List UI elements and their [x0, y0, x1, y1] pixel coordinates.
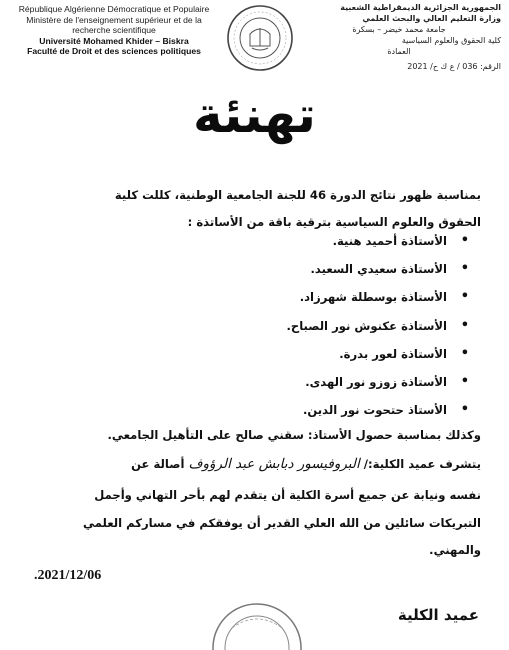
bullet-icon: • — [460, 233, 469, 248]
header-right — [311, 2, 501, 72]
dean-name: البروفيسور دبابش عبد الرؤوف — [188, 456, 360, 472]
list-item: • الأستاذة بوسطلة شهرزاد. — [127, 283, 447, 311]
header-right-line: وزارة التعليم العالي والبحث العلمي — [362, 14, 501, 23]
dean-line-suffix: أصالة عن — [131, 457, 185, 471]
reference-number: الرقم: 036 / ع ك ح/ 2021 — [407, 62, 501, 71]
closing-line: نفسه ونيابة عن جميع أسرة الكلية أن يتقدم لهم بأحر التهاني وأجمل — [94, 488, 481, 502]
bullet-icon: • — [460, 289, 469, 305]
list-item: • الأستاذ حتحوت نور الدين. — [127, 396, 447, 424]
header-left-line: Ministère de l'enseignement supérieur et de la — [26, 14, 202, 25]
university-name: Université Mohamed Khider – Biskra — [39, 35, 189, 46]
document-date: .2021/12/06 — [34, 568, 102, 583]
bullet-icon: • — [460, 345, 469, 361]
bullet-icon: • — [460, 373, 469, 389]
header-left-line: recherche scientifique — [72, 25, 156, 36]
faculty-name: Faculté de Droit et des sciences politiques — [27, 46, 201, 57]
closing-line: والمهني. — [429, 543, 481, 557]
header-left — [8, 4, 220, 57]
bullet-icon: • — [460, 402, 469, 418]
official-stamp — [202, 600, 312, 650]
header-right-line: العمادة — [387, 47, 411, 56]
bullet-icon: • — [460, 261, 469, 277]
dean-line-prefix: يتشرف عميد الكلية:/ — [363, 457, 481, 471]
header-right-line: كلية الحقوق والعلوم السياسية — [401, 36, 501, 45]
list-item: • الأستاذة عكنوش نور الصباح. — [127, 312, 447, 340]
list-item: • الأستاذة لعور بدرة. — [127, 340, 447, 368]
list-item: • الأستاذة زوزو نور الهدى. — [127, 368, 447, 396]
closing-line: التبريكات سائلين من الله العلي القدير أن يوفقكم في مساركم العلمي — [83, 516, 481, 530]
list-item: • الأستاذة أحميد هنية. — [127, 227, 447, 255]
bullet-icon: • — [460, 317, 469, 333]
university-seal — [226, 4, 294, 72]
page-title: تهنئة — [193, 86, 316, 144]
professors-list — [127, 227, 469, 424]
intro-line: الحقوق والعلوم السياسية بترقية باقة من الأساتذة : — [187, 215, 481, 229]
habilitation-line: وكذلك بمناسبة حصول الأستاذ: سقني صالح على التأهيل الجامعي. — [107, 428, 481, 442]
header-right-line: جامعة محمد خيضر – بسكرة — [352, 25, 446, 34]
header-left-line: République Algérienne Démocratique et Populaire — [18, 4, 210, 14]
intro-line: بمناسبة ظهور نتائج الدورة 46 للجنة الجامعية الوطنية، كللت كلية — [114, 188, 481, 202]
signature-label: عميد الكلية — [397, 606, 479, 624]
header-right-line: الجمهورية الجزائرية الديمقراطية الشعبية — [340, 3, 501, 12]
dean-line — [131, 456, 481, 472]
list-item: • الأستاذة سعيدي السعيد. — [127, 255, 447, 283]
